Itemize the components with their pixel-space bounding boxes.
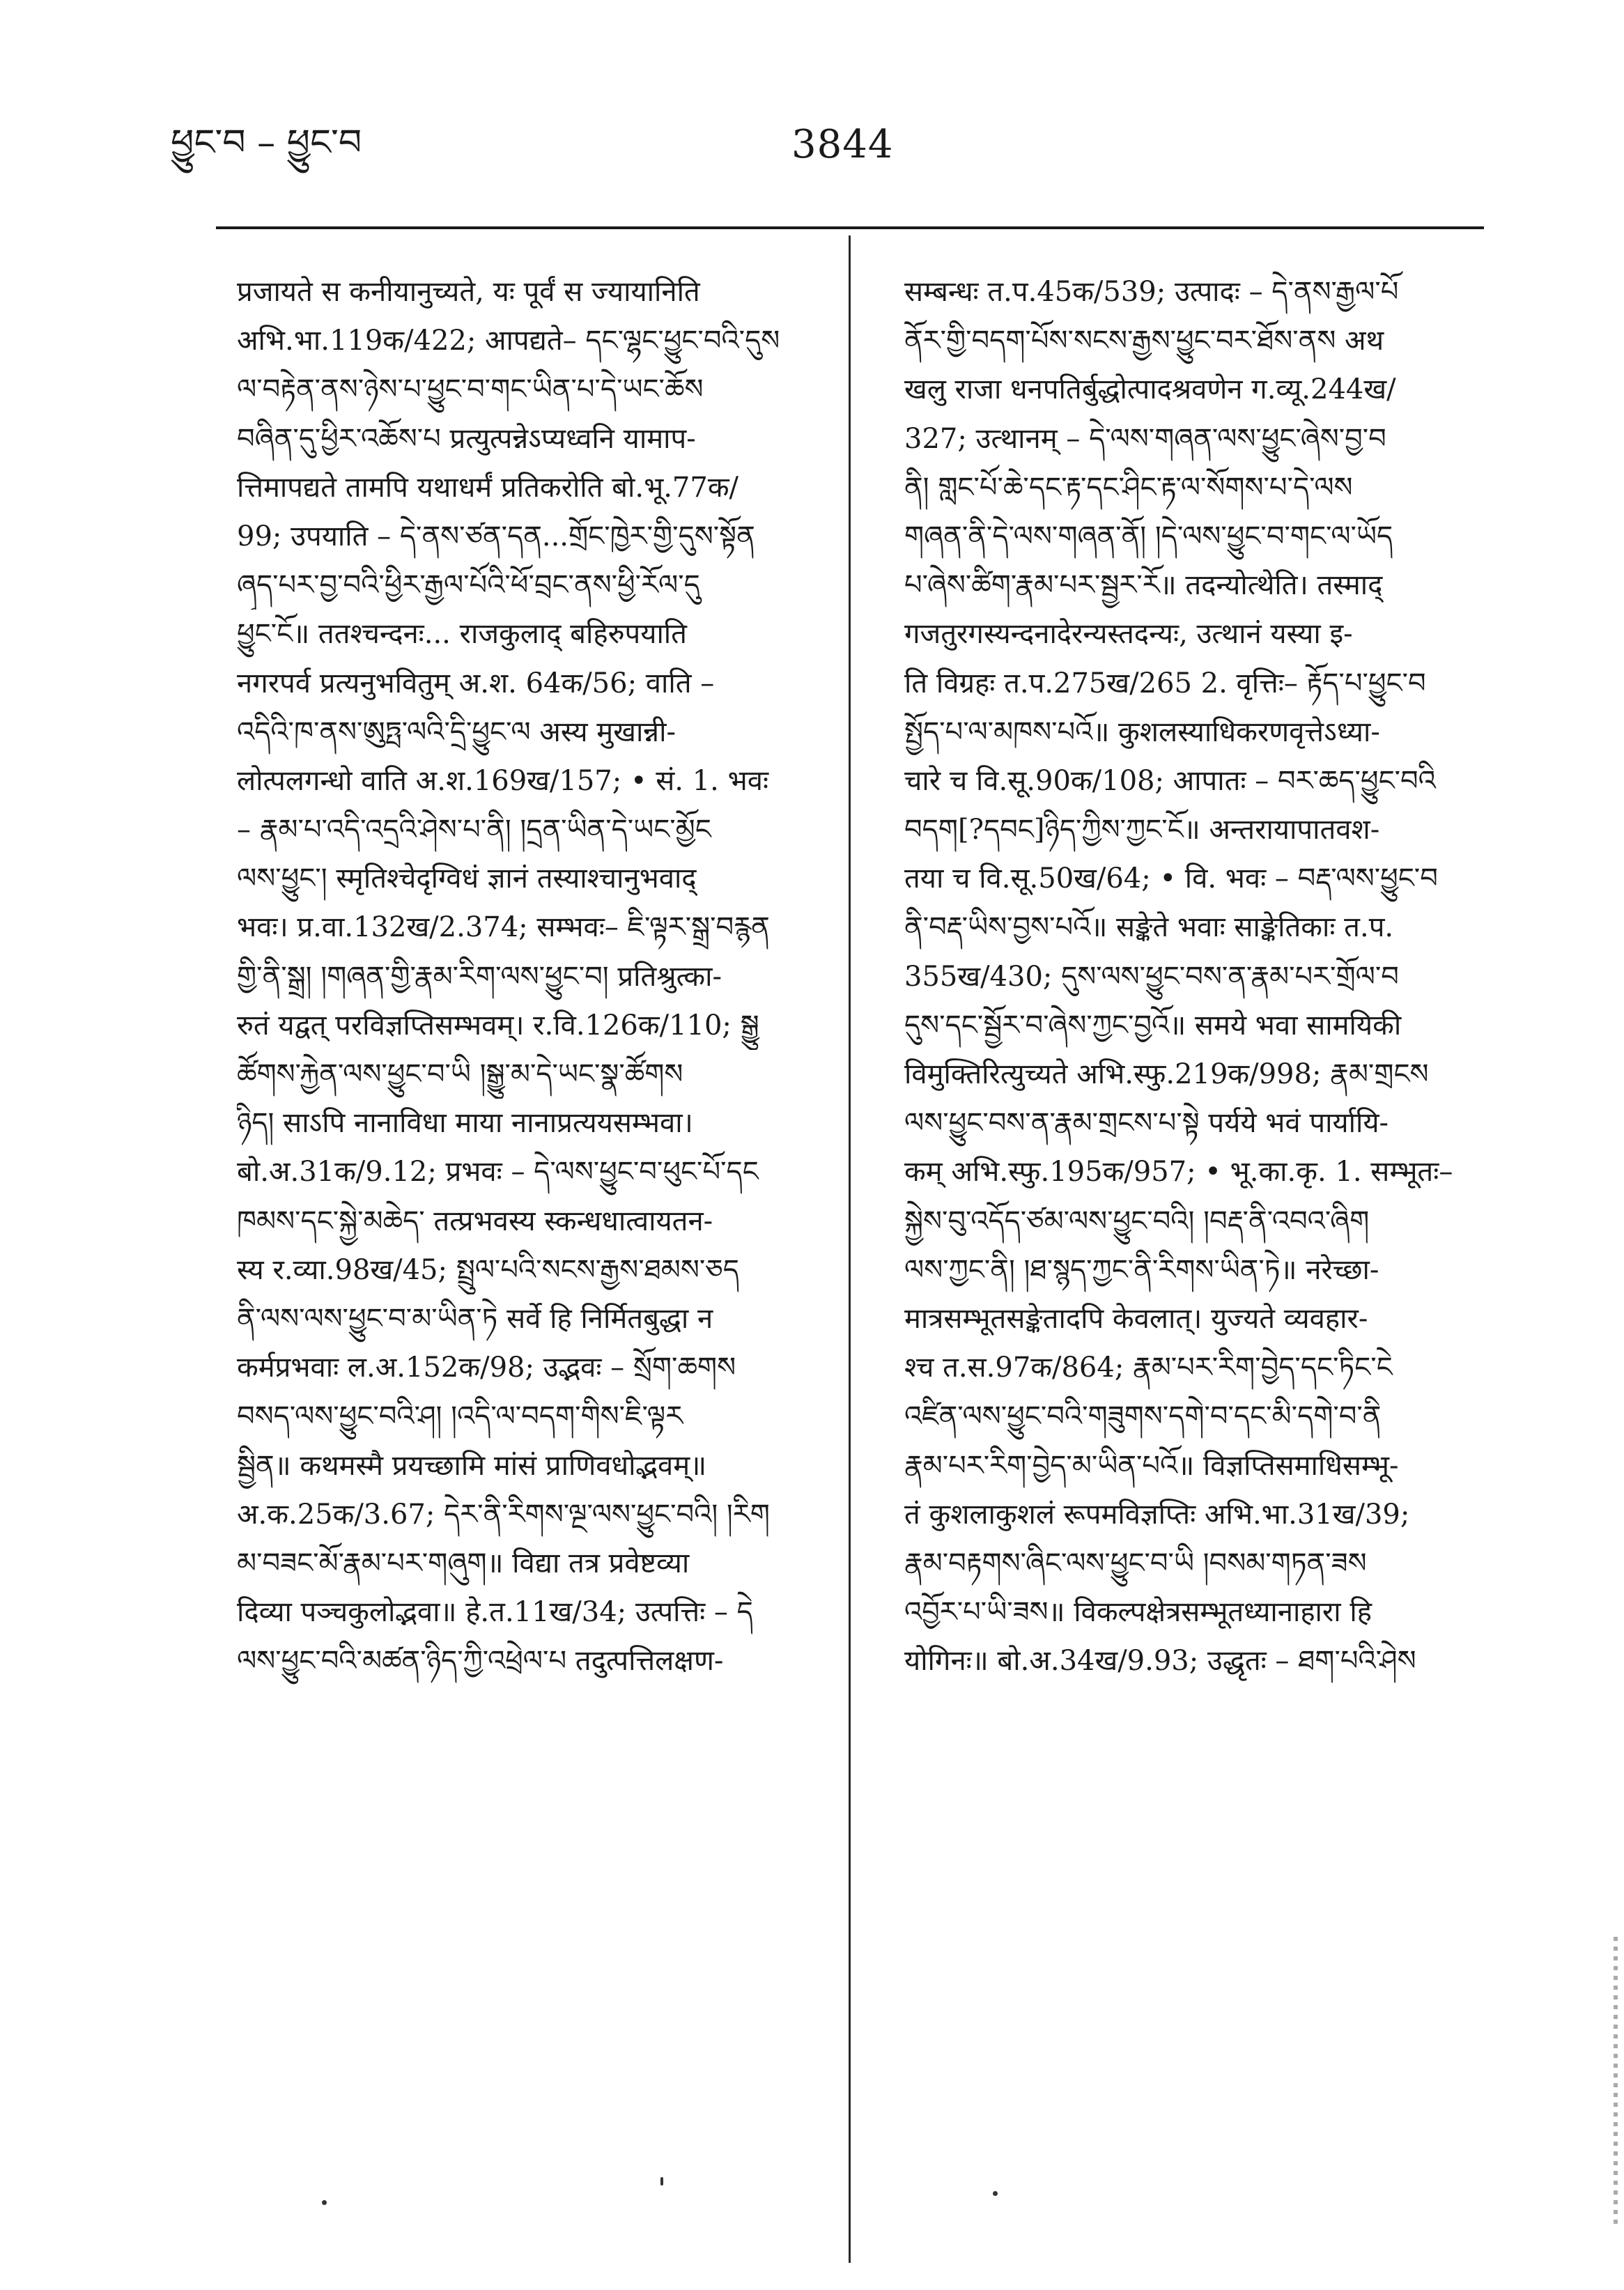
entry-line: ནི། གླང་པོ་ཆེ་དང་རྟ་དང་ཤིང་རྟ་ལ་སོགས་པ་དེ་ལས [904, 471, 1353, 504]
entry-line: तं कुशलाकुशलं रूपमविज्ञप्तिः अभि.भा.31ख/39; [904, 1498, 1410, 1531]
page-number: 3844 [791, 122, 894, 167]
entry-line: मात्रसम्भूतसङ्केतादपि केवलात्। युज्यते व्यवहार- [904, 1302, 1368, 1335]
entry-line: चारे च वि.सू.90क/108; आपातः – བར་ཆད་ཕྱུང་བའི [904, 764, 1436, 797]
entry-line: तया च वि.सू.50ख/64; • वि. भवः – བརྡ་ལས་ཕྱུང་བ [904, 862, 1438, 895]
entry-line: 327; उत्थानम् – དེ་ལས་གཞན་ལས་ཕྱུང་ཞེས་བྱ་བ [904, 422, 1386, 455]
entry-line: ཞྭུད་པར་བྱ་བའི་ཕྱིར་རྒྱལ་པོའི་ཕོ་བྲང་ནས་ཕྱི་རོལ་དུ [237, 569, 700, 602]
entry-line: འདིའི་ཁ་ནས་ཨུཏྤ་ལའི་དྲི་ཕྱུང་ལ अस्य मुखान्नी- [237, 715, 676, 748]
entry-line: भवः। प्र.वा.132ख/2.374; सम्भवः– ཇི་ལྟར་སྒྲ་བརྙན [237, 911, 770, 944]
entry-line: गजतुरगस्यन्दनादेरन्यस्तदन्यः, उत्थानं यस्या इ- [904, 618, 1353, 651]
entry-line: बो.अ.31क/9.12; प्रभवः – དེ་ལས་ཕྱུང་བ་ཕུང་པོ་དང [237, 1156, 759, 1189]
entry-line: विमुक्तिरित्युच्यते अभि.स्फु.219क/998; རྣམ་གྲངས [904, 1058, 1429, 1090]
entry-line: སྐྱེས་བུ་འདོད་ཙམ་ལས་ཕྱུང་བའི། །བརྡ་ནི་འབའ་ཞིག [904, 1205, 1370, 1237]
entry-line: दिव्या पञ्चकुलोद्भवा॥ हे.त.11ख/34; उत्पत्तिः – དེ [237, 1596, 753, 1629]
column-divider [849, 235, 851, 2263]
scan-speck [660, 2177, 663, 2185]
left-column [237, 268, 815, 1685]
entry-line: སྤྱོད་པ་ལ་མཁས་པའོ॥ कुशलस्याधिकरणवृत्तेऽध्या- [904, 715, 1380, 748]
entry-line: ནི་ལས་ལས་ཕྱུང་བ་མ་ཡིན་ཏེ सर्वे हि निर्मितबुद्धा न [237, 1302, 713, 1335]
entry-line: कम् अभि.स्फु.195क/957; • भू.का.कृ. 1. सम्भूतः– [904, 1156, 1453, 1189]
entry-line: कर्मप्रभवाः ल.अ.152क/98; उद्भवः – སྲོག་ཆགས [237, 1352, 736, 1384]
entry-line: – རྣམ་པ་འདི་འདྲའི་ཤེས་པ་ནི། །དྲན་ཡིན་དེ་ཡང་མྱོང [237, 814, 711, 846]
entry-line: དུས་དང་སྦྱོར་བ་ཞེས་ཀྱང་བྱའོ॥ समये भवा सामयिकी [904, 1009, 1402, 1042]
entry-line: ཚོགས་རྐྱེན་ལས་ཕྱུང་བ་ཡི །སྒྱུ་མ་དེ་ཡང་སྣ་ཚོགས [237, 1058, 683, 1090]
entry-line: ति विग्रहः त.प.275ख/265 2. वृत्तिः– རྟོད་པ་ཕྱུང་བ [904, 667, 1426, 699]
entry-line: ལས་ཕྱུང་བས་ན་རྣམ་གྲངས་པ་སྟེ पर्यये भवं पार्यायि- [904, 1107, 1389, 1140]
right-column [904, 268, 1483, 1685]
entry-line: लोत्पलगन्धो वाति अ.श.169ख/157; • सं. 1. भवः [237, 764, 769, 797]
entry-line: श्च त.स.97क/864; རྣམ་པར་རིག་བྱེད་དང་ཏིང་ངེ [904, 1352, 1393, 1384]
entry-line: མ་བཟང་མོ་རྣམ་པར་གཞུག॥ विद्या तत्र प्रवेष्टव्या [237, 1547, 690, 1579]
entry-line: ཕྱུང་ངོ॥ ततश्चन्दनः... राजकुलाद् बहिरुपयाति [237, 618, 687, 651]
entry-line: ལས་ཀྱང་ནི། །ཐ་སྙད་ཀྱང་ནི་རིགས་ཡིན་ཏེ॥ नरेच्छा- [904, 1253, 1379, 1286]
header-rule [216, 226, 1484, 229]
entry-line: स्य र.व्या.98ख/45; སྤྲུལ་པའི་སངས་རྒྱས་ཐམས་ཅད [237, 1253, 739, 1286]
entry-line: ནོར་གྱི་བདག་པོས་སངས་རྒྱས་ཕྱུང་བར་ཐོས་ནས अथ [904, 325, 1384, 357]
scan-edge-marks [1614, 1937, 1618, 2229]
entry-line: འཛིན་ལས་ཕྱུང་བའི་གཟུགས་དགེ་བ་དང་མི་དགེ་བ་ནི [904, 1400, 1382, 1433]
entry-line: གཞན་ནི་དེ་ལས་གཞན་ནོ། །དེ་ལས་ཕྱུང་བ་གང་ལ་ཡོད [904, 520, 1393, 552]
entry-line: प्रजायते स कनीयानुच्यते, यः पूर्वं स ज्यायानिति [237, 276, 700, 308]
entry-line: འབྱོར་པ་ཡི་ཟས॥ विकल्पक्षेत्रसम्भूतध्यानाहारा हि [904, 1596, 1372, 1629]
entry-line: रुतं यद्वत् परविज्ञप्तिसम्भवम्। र.वि.126क/110; སྒྱུ [237, 1009, 759, 1042]
scan-speck [322, 2200, 327, 2205]
entry-line: བདག[?དབང]ཉིད་ཀྱིས་ཀྱང་ངོ॥ अन्तरायापातवश- [904, 814, 1380, 846]
entry-line: अ.क.25क/3.67; དེར་ནི་རིགས་ལྔ་ལས་ཕྱུང་བའི། །རིག [237, 1498, 770, 1531]
entry-line: བསད་ལས་ཕྱུང་བའི་ཤ། །འདི་ལ་བདག་གིས་ཇི་ལྟར [237, 1400, 683, 1433]
entry-line: བཞིན་དུ་ཕྱིར་འཆོས་པ प्रत्युत्पन्नेऽप्यध्वनि यामाप- [237, 422, 696, 455]
running-head: ཕྱུང་བ – ཕྱུང་བ [171, 122, 362, 164]
entry-line: योगिनः॥ बो.अ.34ख/9.93; उद्धृतः – ཐག་པའི་ཤེས [904, 1645, 1416, 1678]
entry-line: པ་ཞེས་ཚིག་རྣམ་པར་སྦྱར་རོ॥ तदन्योत्थेति। तस्माद् [904, 569, 1383, 602]
entry-line: ལ་བརྟེན་ནས་ཉེས་པ་ཕྱུང་བ་གང་ཡིན་པ་དེ་ཡང་ཆོས [237, 373, 704, 406]
entry-line: 355ख/430; དུས་ལས་ཕྱུང་བས་ན་རྣམ་པར་གྲོལ་བ [904, 960, 1399, 993]
scan-speck [993, 2191, 998, 2196]
entry-line: खलु राजा धनपतिर्बुद्धोत्पादश्रवणेन ग.व्यू.244ख/ [904, 373, 1396, 406]
entry-line: ཉིད། साऽपि नानाविधा माया नानाप्रत्ययसम्भवा। [237, 1107, 693, 1140]
entry-line: རྣམ་པར་རིག་བྱེད་མ་ཡིན་པའོ॥ विज्ञप्तिसमाधिसम्भू- [904, 1449, 1399, 1482]
entry-line: ལས་ཕྱུང་བའི་མཚན་ཉིད་ཀྱི་འཕྲེལ་པ तदुत्पत्तिलक्षण- [237, 1645, 724, 1678]
entry-line: ནི་བརྡ་ཡིས་བྱས་པའོ॥ सङ्केते भवाः साङ्केतिकाः त.प. [904, 911, 1394, 944]
entry-line: གྱི་ནི་སྒྲ། །གཞན་གྱི་རྣམ་རིག་ལས་ཕྱུང་བ། प्रतिश्रुत्का- [237, 960, 722, 993]
entry-line: 99; उपयाति – དེ་ནས་ཙན་དན...གྲོང་ཁྱེར་གྱི་དུས་སྟོན [237, 520, 755, 552]
entry-line: ཁམས་དང་སྐྱེ་མཆེད་ तत्प्रभवस्य स्कन्धधात्वायतन- [237, 1205, 713, 1237]
entry-line: སྦྱིན॥ कथमस्मै प्रयच्छामि मांसं प्राणिवधोद्भवम्॥ [237, 1449, 707, 1482]
entry-line: त्तिमापद्यते तामपि यथाधर्मं प्रतिकरोति बो.भू.77क/ [237, 471, 739, 504]
entry-line: अभि.भा.119क/422; आपद्यते– དང་ལྷང་ཕྱུང་བའི་དུས [237, 325, 780, 357]
entry-line: རྣམ་བརྟགས་ཞིང་ལས་ཕྱུང་བ་ཡི །བསམ་གཏན་ཟས [904, 1547, 1367, 1579]
entry-line: सम्बन्धः त.प.45क/539; उत्पादः – དེ་ནས་རྒྱལ་པོ [904, 276, 1399, 308]
entry-line: नगरपर्व प्रत्यनुभवितुम् अ.श. 64क/56; वाति – [237, 667, 715, 699]
entry-line: ལས་ཕྱུང་། स्मृतिश्चेदृग्विधं ज्ञानं तस्याश्चानुभवाद् [237, 862, 697, 895]
